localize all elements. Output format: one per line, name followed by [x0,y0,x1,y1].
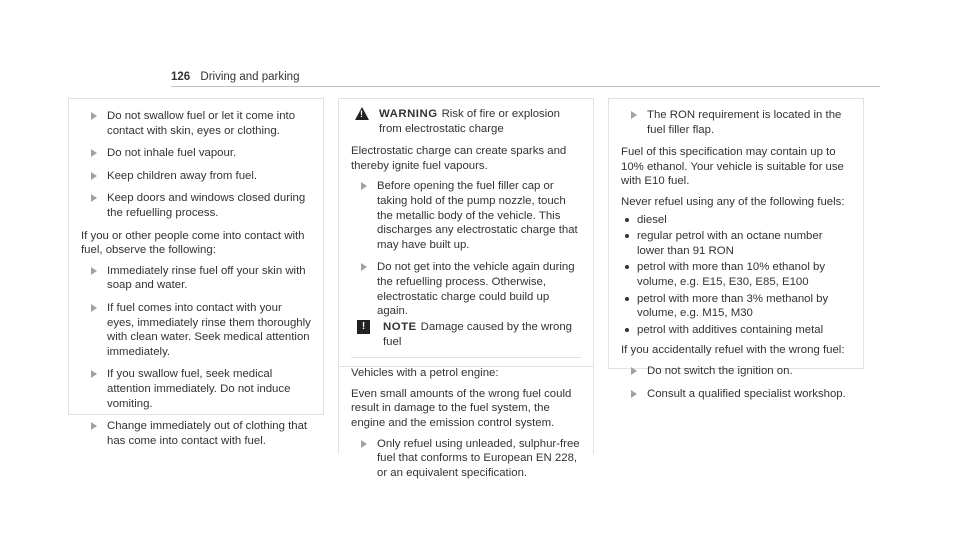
step-text: Before opening the fuel filler cap or taking hold of the pump nozzle, touch the metallic body of the vehicle. This discharges any electrostatic charge that may have built up. [377,180,578,251]
instruction-step [351,437,581,481]
step-text: Immediately rinse fuel off your skin with soap and water. [107,264,306,292]
step-arrow-icon [91,112,97,120]
spec-paragraph: If you accidentally refuel with the wrong fuel: [621,344,845,357]
step-arrow-icon [631,111,637,119]
fuel-list-item [621,323,851,338]
instruction-step [351,179,581,252]
note-box [338,312,594,479]
warning-keyword: WARNING [379,108,438,120]
bullet-icon [625,265,629,269]
step-arrow-icon [91,149,97,157]
step-arrow-icon [91,267,97,275]
list-item-text: regular petrol with an octane number lower than 91 RON [637,230,823,257]
step-text: Change immediately out of clothing that has come into contact with fuel. [107,420,308,447]
step-text: Do not switch the ignition on. [647,364,793,377]
fuel-list-item [621,213,851,228]
fuel-list-item [621,229,851,258]
fuel-list-item [621,292,851,321]
step-text: If you swallow fuel, seek medical attention immediately. Do not induce vomiting. [107,368,291,410]
list-item-text: diesel [637,213,667,226]
instruction-step [621,108,851,137]
step-text: Keep children away from fuel. [107,169,258,182]
step-arrow-icon [91,370,97,378]
page-number: 126 [171,71,191,83]
step-arrow-icon [91,422,97,430]
warning-text: Electrostatic charge can create sparks and thereby ignite fuel vapours. [351,145,567,172]
step-text: If fuel comes into contact with your eyes, immediately rinse them thoroughly with clean water. Seek medical attention immediately. [107,301,311,358]
spec-paragraph: Never refuel using any of the following fuels: [621,195,845,208]
bullet-icon [625,328,629,332]
note-heading [351,320,581,349]
instruction-step [81,264,311,293]
note-title: Damage caused by the wrong fuel [383,321,572,348]
bullet-icon [625,234,629,238]
step-arrow-icon [91,172,97,180]
spec-paragraph: Fuel of this specification may contain up to 10% ethanol. Your vehicle is suitable for use with E10 fuel. [621,146,844,188]
bullet-icon [625,218,629,222]
step-text: Keep doors and windows closed during the refuelling process. [107,192,306,219]
list-item-text: petrol with additives containing metal [637,323,824,336]
page-header [171,70,299,85]
fuel-safety-box [68,98,324,447]
step-text: Consult a qualified specialist workshop. [647,387,846,400]
instruction-step [81,367,311,411]
instruction-step [81,146,311,161]
step-arrow-icon [631,390,637,398]
intro-paragraph: If you or other people come into contact with fuel, observe the following: [81,229,305,257]
instruction-step [81,109,311,138]
warning-heading [351,107,581,136]
list-item-text: petrol with more than 10% ethanol by volume, e.g. E15, E30, E85, E100 [637,261,826,288]
fuel-spec-box [608,98,864,400]
fuel-list-item [621,260,851,289]
instruction-step [81,301,311,359]
warning-title: Risk of fire or explosion from electrostatic charge [379,108,560,135]
bullet-icon [625,297,629,301]
note-paragraph: Even small amounts of the wrong fuel could result in damage to the fuel system, the engine and the emission control system. [351,387,572,429]
step-text: Do not get into the vehicle again during the refuelling process. Otherwise, electrostatic charge could build up again. [377,261,575,318]
instruction-step [351,260,581,318]
note-exclamation-icon: ! [357,320,370,334]
warning-triangle-icon [355,107,369,120]
instruction-step [81,169,311,184]
instruction-step [81,419,311,448]
step-arrow-icon [91,304,97,312]
note-divider [351,357,581,358]
list-item-text: petrol with more than 3% methanol by volume, e.g. M15, M30 [637,292,829,320]
step-arrow-icon [91,194,97,202]
note-paragraph: Vehicles with a petrol engine: [351,367,499,380]
instruction-step [621,364,851,379]
step-text: The RON requirement is located in the fuel filler flap. [647,109,842,136]
note-keyword: NOTE [383,321,417,333]
instruction-step [621,387,851,402]
step-arrow-icon [361,182,367,190]
section-title: Driving and parking [200,71,300,83]
step-arrow-icon [361,440,367,448]
step-text: Do not swallow fuel or let it come into contact with skin, eyes or clothing. [107,110,296,137]
instruction-step [81,191,311,220]
step-text: Do not inhale fuel vapour. [107,147,237,160]
step-arrow-icon [631,367,637,375]
header-rule [171,86,880,87]
step-arrow-icon [361,263,367,271]
step-text: Only refuel using unleaded, sulphur-free fuel that conforms to European EN 228, or an equivalent specification. [377,437,580,479]
